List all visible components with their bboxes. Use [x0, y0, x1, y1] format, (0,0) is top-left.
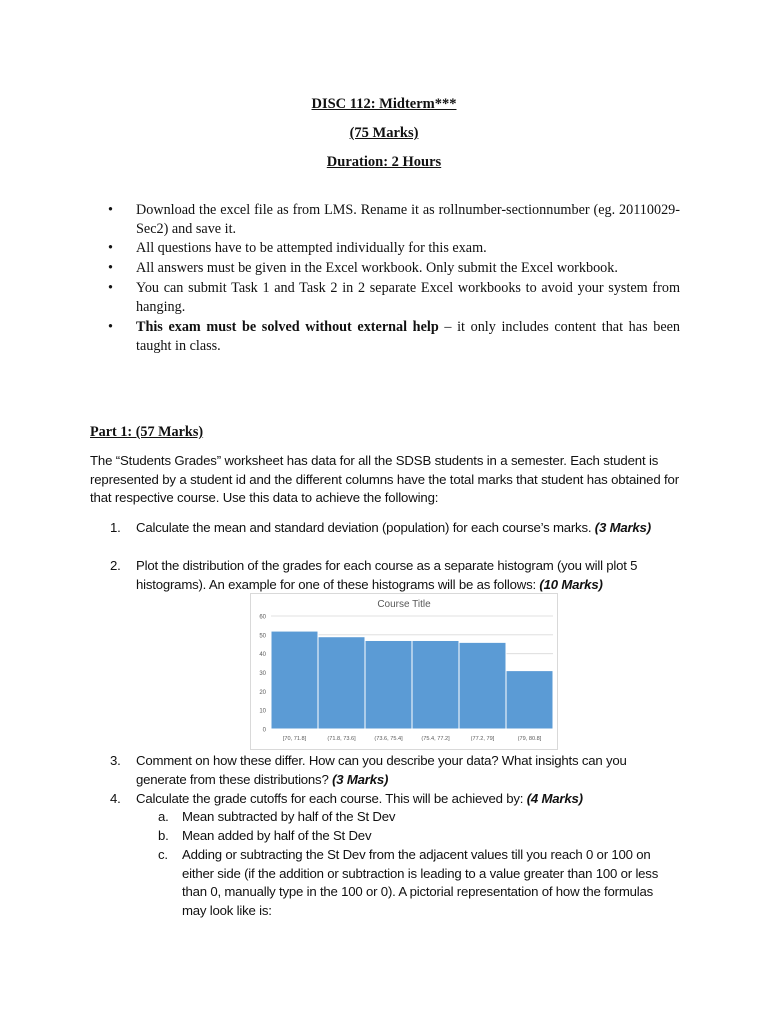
histogram-bar: [271, 631, 318, 729]
part1-intro: The “Students Grades” worksheet has data for all the SDSB students in a semester. Each student is represented by a student id and the different columns have the total marks that student has obtained for that respective course. Use this data to achieve the following:: [90, 453, 679, 505]
subitem: [158, 827, 678, 846]
instruction-text: All questions have to be attempted individually for this exam.: [136, 240, 487, 256]
question-marks: (3 Marks): [332, 771, 389, 787]
x-tick-label: (71.8, 73.6]: [327, 736, 356, 742]
exam-duration: Duration: 2 Hours: [326, 154, 442, 170]
subitem-text: Adding or subtracting the St Dev from the adjacent values till you reach 0 or 100 on either side (if the addition or subtraction is leading to a value greater than 100 or less than 0, manually type in the 100 or 0). A pictorial representation of how the formulas may look like is:: [182, 847, 659, 918]
subitem-letter: b.: [158, 828, 169, 843]
subitem: [158, 846, 678, 920]
x-tick-label: (79, 80.8]: [517, 736, 542, 742]
y-tick-label: 0: [262, 727, 266, 734]
subitem-text: Mean added by half of the St Dev: [182, 828, 372, 843]
bullet-icon: •: [108, 319, 113, 335]
instruction-text: You can submit Task 1 and Task 2 in 2 separate Excel workbooks to avoid your system from hanging.: [136, 280, 680, 315]
subitem-letter: a.: [158, 809, 169, 824]
histogram-chart: [250, 593, 558, 750]
exam-title: DISC 112: Midterm***: [311, 96, 457, 112]
question-number: 2.: [110, 558, 121, 573]
instruction-text: – it only includes content that has been taught in class.: [136, 319, 681, 354]
question-item: [110, 790, 680, 809]
question-item: [110, 752, 680, 789]
question-marks: (4 Marks): [526, 791, 583, 806]
instruction-item: [108, 259, 680, 278]
question-number: 4.: [110, 791, 121, 806]
chart-title: Course Title: [377, 599, 431, 610]
question-text: Comment on how these differ. How can you describe your data? What insights can you generate from these distributions?: [136, 753, 627, 787]
y-tick-label: 40: [259, 652, 266, 659]
bullet-icon: •: [108, 280, 113, 296]
question-number: 3.: [110, 753, 121, 768]
instruction-item: [108, 318, 680, 355]
instruction-item: [108, 239, 680, 258]
instruction-bold: This exam must be solved without external help: [136, 319, 439, 335]
bullet-icon: •: [108, 240, 113, 256]
subitem-text: Mean subtracted by half of the St Dev: [182, 809, 396, 824]
part1-heading: Part 1: (57 Marks): [90, 424, 204, 440]
x-tick-label: (75.4, 77.2]: [421, 736, 450, 742]
question-text: Plot the distribution of the grades for each course as a separate histogram (you will plot 5 histograms). An example for one of these histograms will be as follows:: [136, 558, 638, 592]
histogram-bar: [506, 671, 553, 729]
x-tick-label: (77.2, 79]: [470, 736, 495, 742]
y-tick-label: 10: [259, 708, 266, 715]
y-tick-label: 50: [259, 633, 266, 640]
question-marks: (3 Marks): [594, 520, 651, 535]
x-tick-label: (73.6, 75.4]: [374, 736, 403, 742]
histogram-bar: [365, 640, 412, 729]
bullet-icon: •: [108, 202, 113, 218]
x-tick-label: [70, 71.8]: [282, 736, 307, 742]
subitem-letter: c.: [158, 847, 168, 862]
subitem: [158, 808, 678, 827]
question-text: Calculate the mean and standard deviation (population) for each course’s marks.: [136, 520, 595, 535]
question-item: [110, 557, 680, 594]
question-item: [110, 519, 680, 538]
question-text: Calculate the grade cutoffs for each course. This will be achieved by:: [136, 791, 527, 806]
instruction-item: [108, 201, 680, 238]
histogram-bar: [318, 637, 365, 729]
histogram-bar: [459, 642, 506, 729]
y-tick-label: 30: [259, 671, 266, 677]
exam-marks: (75 Marks): [349, 125, 419, 141]
instruction-text: All answers must be given in the Excel workbook. Only submit the Excel workbook.: [136, 260, 618, 276]
question-number: 1.: [110, 520, 121, 535]
instruction-item: [108, 279, 680, 316]
y-tick-label: 60: [259, 614, 266, 621]
bullet-icon: •: [108, 260, 113, 276]
instruction-text: Download the excel file as from LMS. Rename it as rollnumber-sectionnumber (eg. 20110029-Sec2) and save it.: [136, 202, 680, 237]
histogram-bar: [412, 640, 459, 729]
y-tick-label: 20: [259, 689, 266, 696]
histogram-svg: [251, 594, 557, 749]
question-marks: (10 Marks): [539, 576, 603, 592]
